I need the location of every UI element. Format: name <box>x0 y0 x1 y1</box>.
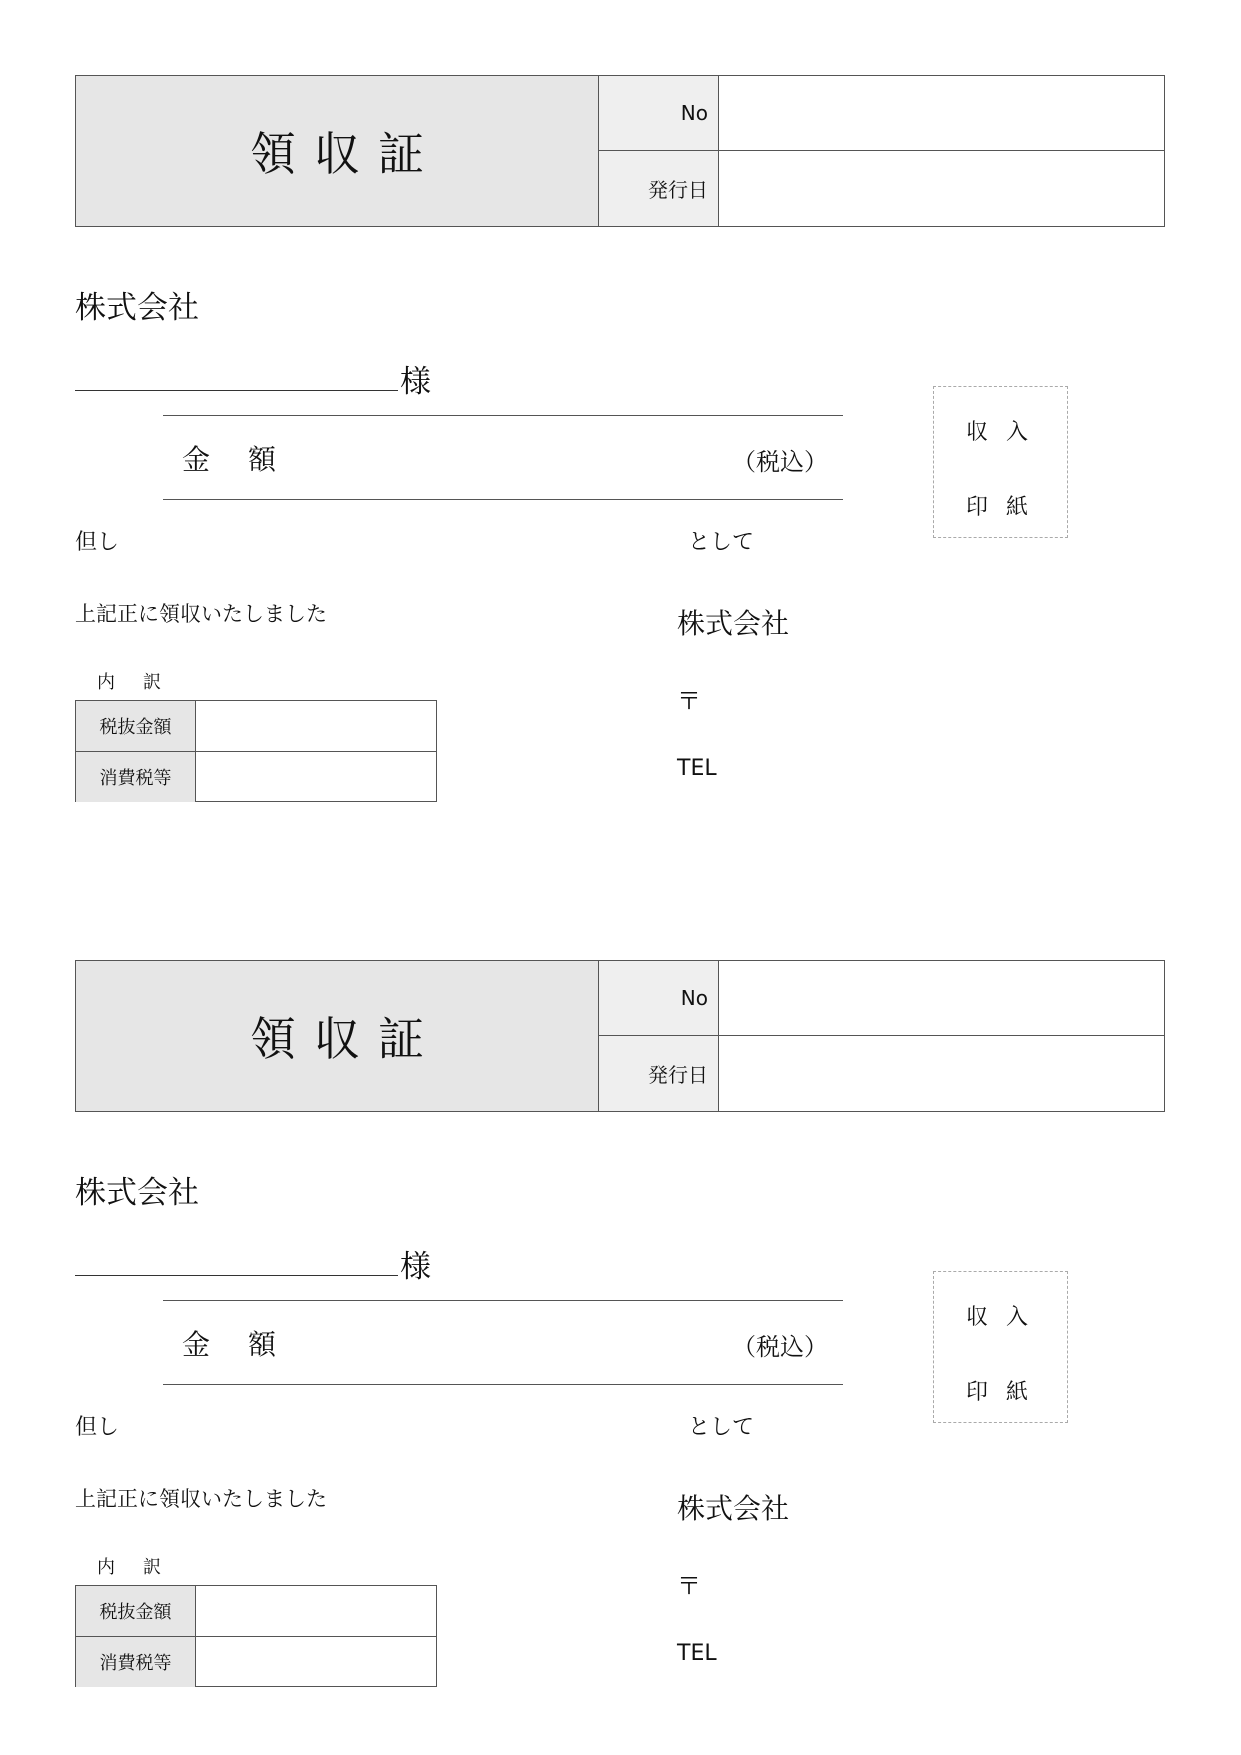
issue-date-label: 発行日 <box>648 178 708 202</box>
pre-tax-amount-field[interactable] <box>196 1586 436 1636</box>
issuer-company: 株式会社 <box>677 607 790 640</box>
amount-top-line <box>163 1300 843 1301</box>
consumption-tax-field[interactable] <box>196 752 436 802</box>
no-label: No <box>599 76 718 151</box>
postal-mark: 〒 <box>677 687 701 715</box>
no-field[interactable] <box>719 76 1164 151</box>
table-row <box>76 752 436 802</box>
breakdown-table <box>75 700 437 802</box>
stamp-label-line2: 印紙 <box>966 495 1047 520</box>
consumption-tax-label: 消費税等 <box>76 1637 196 1687</box>
table-row <box>76 1637 436 1687</box>
table-row <box>76 701 436 752</box>
receipt-2 <box>0 885 1241 1735</box>
title-cell <box>76 961 599 1111</box>
recipient-name-line[interactable] <box>75 1275 398 1276</box>
amount-bottom-line <box>163 1384 843 1385</box>
tel-label: TEL <box>677 1641 717 1666</box>
no-field[interactable] <box>719 961 1164 1036</box>
proviso-label: 但し <box>75 530 120 555</box>
receipt-header <box>75 960 1165 1112</box>
issuer-company: 株式会社 <box>677 1492 790 1525</box>
proviso-suffix: として <box>688 530 755 555</box>
pre-tax-amount-label: 税抜金額 <box>76 1586 196 1636</box>
breakdown-table <box>75 1585 437 1687</box>
stamp-label-line2: 印紙 <box>966 1380 1047 1405</box>
receipt-title: 領収証 <box>250 1012 442 1066</box>
stamp-label-line1: 収入 <box>966 420 1047 445</box>
recipient-suffix: 様 <box>400 364 431 400</box>
issue-date-field[interactable] <box>719 151 1164 226</box>
receipt-header <box>75 75 1165 227</box>
header-label-column <box>599 76 719 226</box>
pre-tax-amount-field[interactable] <box>196 701 436 751</box>
stamp-label-line1: 収入 <box>966 1305 1047 1330</box>
header-value-column <box>719 961 1164 1111</box>
amount-label: 金額 <box>182 1328 315 1361</box>
issue-date-field[interactable] <box>719 1036 1164 1111</box>
title-cell <box>76 76 599 226</box>
postal-mark: 〒 <box>677 1572 701 1600</box>
tax-included-label: （税込） <box>732 1333 828 1361</box>
header-value-column <box>719 76 1164 226</box>
table-row <box>76 1586 436 1637</box>
received-statement: 上記正に領収いたしました <box>75 1487 327 1511</box>
recipient-name-line[interactable] <box>75 390 398 391</box>
proviso-label: 但し <box>75 1415 120 1440</box>
tel-label: TEL <box>677 756 717 781</box>
no-label: No <box>599 961 718 1036</box>
recipient-company: 株式会社 <box>75 290 199 326</box>
breakdown-title: 内訳 <box>97 1557 189 1578</box>
tax-included-label: （税込） <box>732 448 828 476</box>
issue-date-label: 発行日 <box>648 1063 708 1087</box>
amount-bottom-line <box>163 499 843 500</box>
pre-tax-amount-label: 税抜金額 <box>76 701 196 751</box>
received-statement: 上記正に領収いたしました <box>75 602 327 626</box>
breakdown-title: 内訳 <box>97 672 189 693</box>
header-label-column <box>599 961 719 1111</box>
recipient-suffix: 様 <box>400 1249 431 1285</box>
amount-label: 金額 <box>182 443 315 476</box>
consumption-tax-label: 消費税等 <box>76 752 196 802</box>
consumption-tax-field[interactable] <box>196 1637 436 1687</box>
receipt-title: 領収証 <box>250 127 442 181</box>
receipt-1 <box>0 0 1241 850</box>
revenue-stamp-box <box>933 386 1068 538</box>
amount-top-line <box>163 415 843 416</box>
proviso-suffix: として <box>688 1415 755 1440</box>
revenue-stamp-box <box>933 1271 1068 1423</box>
recipient-company: 株式会社 <box>75 1175 199 1211</box>
